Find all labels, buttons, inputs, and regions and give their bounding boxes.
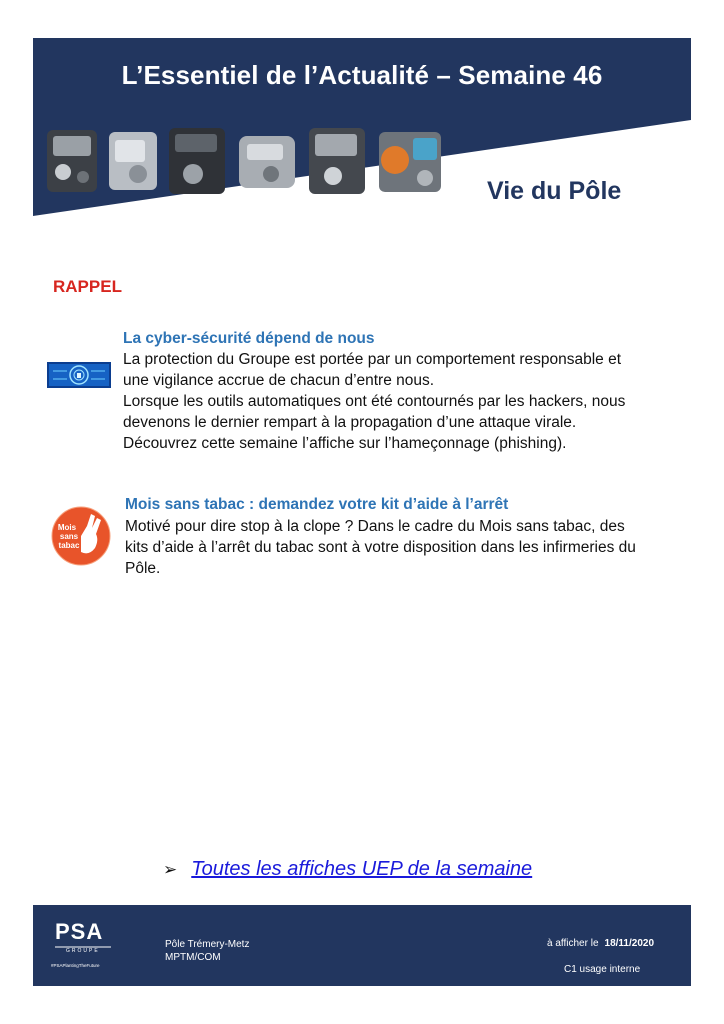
engine-image-2	[109, 132, 157, 190]
psa-logo: PSA	[55, 919, 104, 944]
tabac-label-2: sans	[59, 532, 79, 541]
section-title: Vie du Pôle	[487, 177, 622, 205]
body-line: Pôle.	[125, 560, 161, 577]
body-line: Découvrez cette semaine l’affiche sur l’hameçonnage (phishing).	[123, 435, 567, 452]
item-body-cyber-security	[123, 349, 625, 454]
body-line: kits d’aide à l’arrêt du tabac sont à votre disposition dans les infirmeries du	[125, 539, 636, 556]
page-title: L’Essentiel de l’Actualité – Semaine 46	[121, 60, 603, 90]
tabac-label-1: Mois	[57, 523, 77, 532]
engine-image-5	[309, 128, 365, 194]
footer-site-info	[165, 938, 249, 964]
body-line: une vigilance accrue de chacun d’entre nous.	[123, 372, 435, 389]
item-title-mois-sans-tabac: Mois sans tabac : demandez votre kit d’aide à l’arrêt	[125, 496, 509, 513]
cyber-security-icon	[47, 362, 111, 388]
item-body-mois-sans-tabac	[125, 516, 636, 579]
rappel-heading: RAPPEL	[53, 277, 122, 296]
engine-images	[43, 122, 443, 204]
body-line: devenons le dernier rempart à la propagation d’une attaque virale.	[123, 414, 577, 431]
logo-tagline: #PSAPlantingTheFuture	[51, 963, 100, 968]
body-line: Motivé pour dire stop à la clope ? Dans le cadre du Mois sans tabac, des	[125, 518, 625, 535]
footer-display-date	[547, 938, 654, 949]
engine-image-4	[239, 136, 295, 188]
display-label: à afficher le	[547, 938, 599, 949]
engine-image-1	[47, 130, 97, 192]
body-line: Lorsque les outils automatiques ont été contournés par les hackers, nous	[123, 393, 626, 410]
mois-sans-tabac-icon	[51, 506, 111, 566]
item-title-cyber-security: La cyber-sécurité dépend de nous	[123, 330, 375, 347]
footer-dept: MPTM/COM	[165, 952, 221, 963]
affiches-link[interactable]: Toutes les affiches UEP de la semaine	[191, 858, 533, 880]
arrow-bullet-icon: ➢	[163, 860, 178, 879]
logo-subtitle: GROUPE	[66, 948, 100, 954]
affiches-link-row	[163, 858, 532, 881]
tabac-label-3: tabac	[58, 541, 80, 550]
footer	[33, 905, 691, 986]
footer-site: Pôle Trémery-Metz	[165, 939, 250, 950]
engine-image-6	[379, 132, 441, 192]
body-line: La protection du Groupe est portée par un comportement responsable et	[123, 351, 622, 368]
footer-classification: C1 usage interne	[564, 964, 641, 975]
engine-image-3	[169, 128, 225, 194]
display-date: 18/11/2020	[604, 938, 655, 949]
